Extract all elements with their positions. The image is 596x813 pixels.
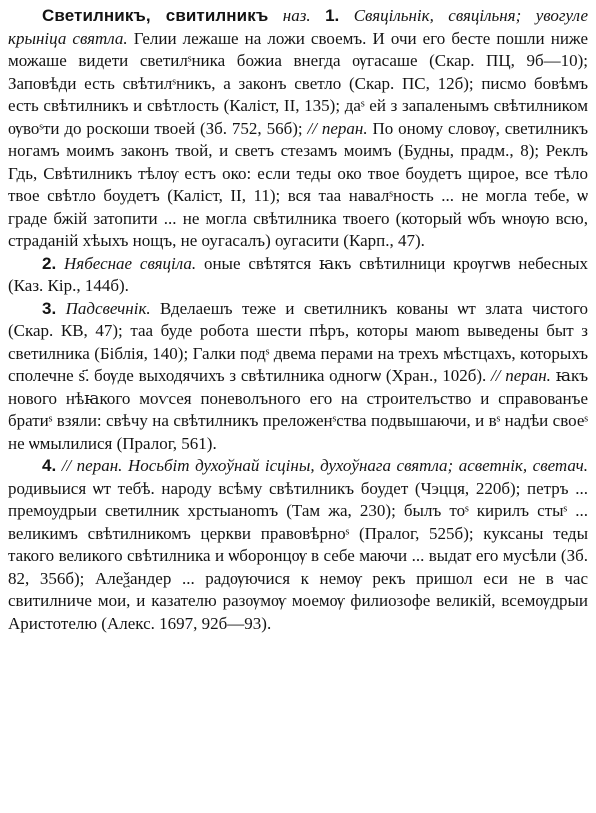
sense-gloss: Нябеснае свяціла.: [64, 253, 197, 273]
figurative-label: // перан.: [307, 118, 368, 138]
sense-4: [8, 455, 588, 635]
sense-number: 2.: [42, 253, 57, 273]
sense-gloss: Свяцільнік, свяцільня; увогуле крыніца святла.: [8, 6, 589, 48]
sense-gloss: Падсвечнік.: [65, 298, 151, 318]
figurative-label: // перан.: [61, 456, 123, 475]
figurative-label: // перан.: [491, 366, 551, 385]
sense-examples: Вделаешъ теже и светилникъ кованы ѡт злата чистого (Скар. КВ, 47); таа буде робота шести пѣръ, которы маюm выведены быт з светилника (Біблія, 140); Галки подˢ двема перами на трехъ мѣстцахъ, которыхъ сполечне ѕ҃. бѹде выходячихъ з свѣтилника одногѡ (Хран., 102б).: [8, 298, 589, 385]
sense-number: 3.: [42, 298, 57, 318]
sense-examples: родивыися ѡт тебѣ. народу всѣму свѣтилникъ боудет (Чэцця, 220б); петръ ... премоудрыи светилник хрстыанomъ (Там жа, 230); былъ тоˢ кирилъ стыˢ ... великимъ свѣтилникомъ церкви правовѣрноˢ (Пралог, 525б); куксаны теды такого великого свѣтилника и ѡборонцѹ в себе маючи ... выдат его мусѣли (Зб. 82, 356б); Алеѯандер ... радѹючися к немѹ рекъ пришол еси не в час свитилниче мои, и казателю разѹмѹ моемѹ филиозофе великій, всемѹдрыи Аристотелю (Алекс. 1697, 92б—93).: [8, 478, 588, 633]
sense-examples: Гелии лежаше на ложи своемъ. И очи его бесте пошли ниже можаше видети светилˢника божиа внегда ѹгасаше (Скар. ПЦ, 9б—10); Заповѣди есть свѣтилˢникъ, а законъ светло (Скар. ПС, 12б); писмо бовѣмъ есть свѣтилникъ и свѣтлость (Каліст, II, 135); даˢ ей з запаленымъ свѣтилником ѹвоˢти до роскоши твоей (Зб. 752, 56б);: [8, 28, 588, 138]
sense-gloss: Носьбіт духоўнай ісціны, духоўнага святла; асветнік, светач.: [127, 456, 589, 475]
sense-2: [8, 253, 588, 298]
headword: Светилникъ, свитилникъ: [42, 6, 269, 25]
dictionary-entry: [8, 4, 588, 635]
part-of-speech: наз.: [282, 6, 311, 25]
sense-number: 4.: [42, 456, 57, 475]
sense-examples-figurative: ꙗкъ нового нѣꙗкого моѵсея поневолъного его на строителъство и справованъе братиˢ взяли: свѣчу на свѣтилникъ преложенˢства подвышаючи, и вˢ надѣи своеˢ не ѡмылилися (Пралог, 561).: [8, 366, 589, 453]
sense-examples: оные свѣтятся ꙗкъ свѣтилници крѹгѡв небесных (Каз. Кір., 144б).: [8, 253, 589, 295]
sense-number: 1.: [325, 6, 340, 25]
sense-3: [8, 298, 588, 456]
sense-examples-figurative: По оному словѹ, светилникъ ногамъ моимъ законъ твой, и светъ стезамъ моимъ (Будны, прадм., 8); Реклъ Гдь, Свѣтилникъ тѣлѹ естъ око: если теды око твое боудетъ щирое, все тѣло твое свѣтло боудетъ (Каліст, II, 11); вся таа навалˢность ... не могла тебе, ѡ граде бжій затопити ... не могла свѣтилника твоего (который ѡбъ ѡнѹю всю, страданій хѣыхъ нощъ, не оугасалъ) оугасити (Карп., 47).: [8, 118, 588, 250]
sense-1: [8, 5, 588, 253]
